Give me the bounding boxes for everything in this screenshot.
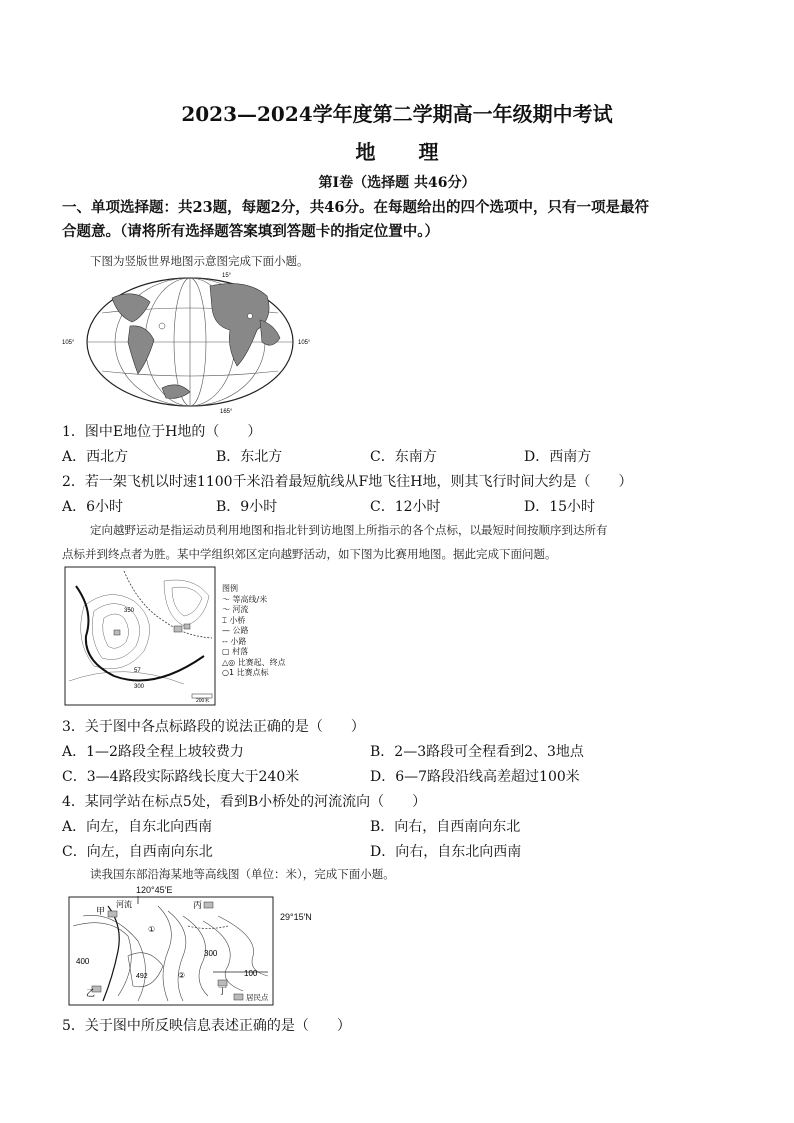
subject-title: 地 理 bbox=[355, 140, 457, 164]
contour-label-300: 300 bbox=[204, 949, 218, 958]
contour-label-yi: 乙 bbox=[86, 988, 96, 998]
contour-longitude: 120°45′E bbox=[136, 885, 173, 895]
legend-startend: △◎ 比赛起、终点 bbox=[222, 657, 286, 667]
contour-label-c2: ② bbox=[178, 971, 186, 980]
orienteering-map-figure bbox=[64, 566, 216, 706]
section-heading-line1: 一、单项选择题：共23题，每题2分，共46分。在每题给出的四个选项中，只有一项是最符 bbox=[62, 199, 649, 216]
section-heading-line2: 合题意。（请将所有选择题答案填到答题卡的指定位置中。） bbox=[62, 223, 439, 240]
q3-stem: 3．关于图中各点标路段的说法正确的是（ ） bbox=[62, 719, 365, 735]
contour-label-100: 100 bbox=[244, 969, 258, 978]
q1-option-c[interactable]: C．东南方 bbox=[370, 449, 437, 465]
contour-label-c1: ① bbox=[148, 925, 156, 934]
q3-option-b[interactable]: B．2—3路段可全程看到2、3地点 bbox=[370, 744, 584, 760]
q1-option-b[interactable]: B．东北方 bbox=[216, 449, 283, 465]
q2-option-c[interactable]: C．12小时 bbox=[370, 499, 441, 515]
contour-label-river: 河流 bbox=[116, 900, 132, 909]
q1-option-d[interactable]: D．西南方 bbox=[524, 449, 592, 465]
q4-option-d[interactable]: D．向右，自东北向西南 bbox=[370, 844, 522, 860]
q1-option-a[interactable]: A．西北方 bbox=[62, 449, 129, 465]
q4-option-a[interactable]: A．向左，自东北向西南 bbox=[62, 819, 213, 835]
legend-river: ～ 河流 bbox=[222, 605, 249, 614]
map-label-top: 15° bbox=[222, 273, 232, 279]
legend-title: 图例 bbox=[222, 584, 238, 593]
orienteering-legend bbox=[222, 584, 286, 679]
q3-option-c[interactable]: C．3—4路段实际路线长度大于240米 bbox=[62, 769, 300, 785]
legend-path: -- 小路 bbox=[222, 636, 247, 646]
q2-option-a[interactable]: A．6小时 bbox=[62, 499, 124, 515]
contour-latitude: 29°15′N bbox=[280, 912, 312, 922]
q4-stem: 4．某同学站在标点5处，看到B小桥处的河流流向（ ） bbox=[62, 794, 427, 810]
map-label-bottom: 165° bbox=[220, 409, 233, 415]
contour-label-ding: 丁 bbox=[218, 986, 228, 996]
q4-option-c[interactable]: C．向左，自西南向东北 bbox=[62, 844, 213, 860]
q5-stem: 5．关于图中所反映信息表述正确的是（ ） bbox=[62, 1018, 351, 1034]
legend-road: — 公路 bbox=[222, 626, 249, 635]
q4-option-b[interactable]: B．向右，自西南向东北 bbox=[370, 819, 521, 835]
contour-legend: 居民点 bbox=[246, 993, 269, 1002]
world-map-figure bbox=[62, 268, 312, 416]
contour-label-400: 400 bbox=[76, 957, 90, 966]
legend-contour: 〜 等高线/米 bbox=[222, 594, 268, 604]
map-label-left: 105° bbox=[62, 340, 75, 346]
legend-village: ▢ 村落 bbox=[222, 647, 249, 656]
orient-value-57: 57 bbox=[134, 668, 141, 674]
orient-value-350: 350 bbox=[124, 608, 135, 614]
volume-title: 第Ⅰ卷（选择题 共46分） bbox=[318, 175, 476, 191]
exam-title: 2023—2024学年度第二学期高一年级期中考试 bbox=[181, 102, 613, 126]
orient-value-300: 300 bbox=[134, 684, 145, 690]
group1-intro: 下图为竖版世界地图示意图完成下面小题。 bbox=[90, 254, 309, 268]
q3-option-a[interactable]: A．1—2路段全程上坡较费力 bbox=[62, 744, 244, 760]
q3-option-d[interactable]: D．6—7路段沿线高差超过100米 bbox=[370, 769, 580, 785]
q1-stem: 1．图中E地位于H地的（ ） bbox=[62, 424, 262, 440]
group2-intro-line2: 点标并到终点者为胜。某中学组织郊区定向越野活动，如下图为比赛用地图。据此完成下面问题。 bbox=[62, 547, 557, 561]
contour-label-jia: 甲 bbox=[96, 906, 106, 916]
group3-intro: 读我国东部沿海某地等高线图（单位：米），完成下面小题。 bbox=[90, 867, 395, 881]
q2-option-b[interactable]: B．9小时 bbox=[216, 499, 278, 515]
contour-map-figure bbox=[68, 896, 274, 1006]
contour-label-492: 492 bbox=[136, 973, 148, 980]
legend-bridge: ⌶ 小桥 bbox=[222, 615, 246, 625]
q2-option-d[interactable]: D．15小时 bbox=[524, 499, 596, 515]
map-label-right: 105° bbox=[298, 340, 311, 346]
legend-checkpoint: ○1 比赛点标 bbox=[222, 668, 269, 677]
q2-stem: 2．若一架飞机以时速1100千米沿着最短航线从F地飞往H地，则其飞行时间大约是（ ） bbox=[62, 474, 633, 490]
group2-intro-line1: 定向越野运动是指运动员利用地图和指北针到访地图上所指示的各个点标，以最短时间按顺序到达所有 bbox=[90, 523, 608, 537]
orient-scale: 200米 bbox=[196, 698, 210, 704]
contour-label-bing: 丙 bbox=[193, 900, 203, 910]
